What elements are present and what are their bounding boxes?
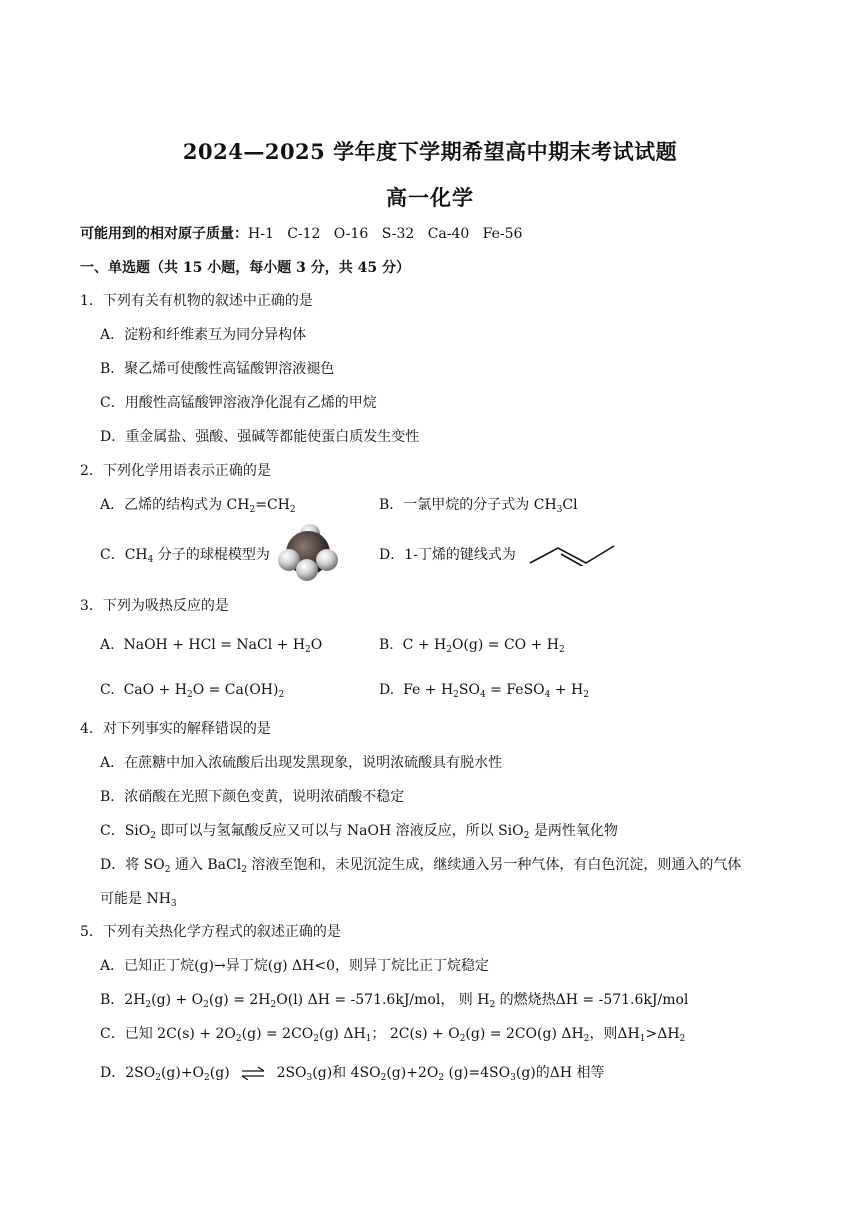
q5-d-t4: 2SO <box>276 1065 307 1081</box>
q5-d-t5: (g)和 4SO <box>312 1065 381 1081</box>
q2-stem: 2．下列化学用语表示正确的是 <box>80 463 271 479</box>
q5-d-s1: 2 <box>155 1073 161 1083</box>
q5-d-s4: 2 <box>380 1073 387 1083</box>
q3-d-eq: Fe + H <box>403 682 454 698</box>
q3-d-sub3: 4 <box>544 690 551 700</box>
q5-d-t1: D．2SO <box>100 1065 156 1081</box>
q5-c-t4: ； 2C(s) + O <box>371 1026 460 1042</box>
methane-ball-stick-model-image <box>276 522 340 584</box>
q5-c-s7: 2 <box>679 1034 686 1044</box>
q3-b-sub2: 2 <box>558 645 565 655</box>
q2-c-text: C．CH <box>100 547 148 563</box>
q1-option-b: B．聚乙烯可使酸性高锰酸钾溶液褪色 <box>100 361 335 377</box>
1-butene-skeletal-formula <box>528 542 618 566</box>
q1-option-d: D．重金属盐、强酸、强碱等都能使蛋白质发生变性 <box>100 429 420 445</box>
q3-a-eq: NaOH + HCl = NaCl + H <box>123 637 306 653</box>
q5-c-t1: C．已知 2C(s) + 2O <box>100 1026 236 1042</box>
q3-a-eq2: O <box>310 637 323 653</box>
q3-b-label: B. <box>379 637 394 653</box>
q5-option-c <box>100 1024 685 1044</box>
q5-d-t2: (g)+O <box>160 1065 205 1081</box>
q3-b-eq: C + H <box>402 637 447 653</box>
q2-a-sub2: 2 <box>289 505 296 515</box>
q3-d-eq3: = FeSO <box>485 682 545 698</box>
q5-b-s2: 2 <box>203 1000 209 1010</box>
q3-d-sub4: 2 <box>583 690 589 700</box>
q4-d-text1: D．将 SO <box>100 857 165 873</box>
q5-d-s2: 2 <box>204 1073 210 1083</box>
q2-b-text2: Cl <box>562 497 578 513</box>
q3-c-sub: 2 <box>186 690 193 700</box>
q4-c-sub2: 2 <box>523 831 530 841</box>
q3-b-eq2: O(g) = CO + H <box>451 637 559 653</box>
q5-c-t3: (g) ΔH <box>319 1026 366 1042</box>
q3-option-a <box>100 635 322 655</box>
q5-c-t7: >ΔH <box>645 1026 680 1042</box>
q1-option-a: A．淀粉和纤维素互为同分异构体 <box>100 327 307 343</box>
exam-title: 2024—2025 学年度下学期希望高中期末考试试题 <box>182 139 678 164</box>
q5-b-s1: 2 <box>145 1000 152 1010</box>
q3-d-label: D. <box>379 682 395 698</box>
q5-c-s3: 1 <box>365 1034 372 1044</box>
q5-c-s2: 2 <box>313 1034 319 1044</box>
q4-c-text2: 即可以与氢氟酸反应又可以与 NaOH 溶液反应，所以 SiO <box>156 823 524 839</box>
q4-d-sub2: 2 <box>241 865 247 875</box>
q4-option-b: B．浓硝酸在光照下颜色变黄，说明浓硝酸不稳定 <box>100 789 405 805</box>
q2-b-text: B．一氯甲烷的分子式为 CH <box>379 497 557 513</box>
q4-c-text1: C．SiO <box>100 823 151 839</box>
q5-b-t2: (g) + O <box>151 992 204 1008</box>
q5-d-t6: (g)+2O <box>386 1065 439 1081</box>
q1-stem: 1．下列有关有机物的叙述中正确的是 <box>80 293 313 309</box>
atomic-masses-values: H-1 C-12 O-16 S-32 Ca-40 Fe-56 <box>248 226 523 242</box>
q5-c-s5: 2 <box>583 1034 590 1044</box>
q5-d-s6: 3 <box>510 1073 516 1083</box>
q2-a-text: A．乙烯的结构式为 CH <box>100 497 250 513</box>
q3-c-eq2: O = Ca(OH) <box>192 682 279 698</box>
q4-stem: 4．对下列事实的解释错误的是 <box>80 721 271 737</box>
q2-option-c <box>100 545 270 565</box>
q4-option-d <box>100 855 741 875</box>
q5-d-s3: 3 <box>306 1073 313 1083</box>
q4-c-sub1: 2 <box>150 831 156 841</box>
q5-option-a: A．已知正丁烷(g)→异丁烷(g) ΔH<0，则异丁烷比正丁烷稳定 <box>100 958 490 974</box>
q5-b-t3: (g) = 2H <box>208 992 271 1008</box>
equilibrium-arrow-icon <box>240 1066 266 1080</box>
q2-option-b <box>379 495 578 515</box>
q2-a-sub: 2 <box>249 505 256 515</box>
q3-stem: 3．下列为吸热反应的是 <box>80 598 229 614</box>
q2-c-sub: 4 <box>147 555 154 565</box>
q2-option-d: D．1-丁烯的键线式为 <box>379 547 516 563</box>
q3-a-sub: 2 <box>305 645 311 655</box>
q5-b-s4: 2 <box>489 1000 496 1010</box>
q3-d-sub: 2 <box>453 690 459 700</box>
q5-d-t8: (g)的ΔH 相等 <box>515 1065 605 1081</box>
q4-d-sub3: 3 <box>170 899 177 909</box>
q5-c-s6: 1 <box>639 1034 646 1044</box>
q3-d-eq2: SO <box>458 682 480 698</box>
q3-option-d <box>379 680 589 700</box>
q3-b-sub: 2 <box>446 645 452 655</box>
q4-d-text2: 通入 BaCl <box>170 857 242 873</box>
q3-a-label: A. <box>100 637 115 653</box>
q3-option-c <box>100 680 284 700</box>
q5-option-d <box>100 1063 605 1083</box>
q3-d-sub2: 4 <box>479 690 486 700</box>
q5-b-t1: B．2H <box>100 992 146 1008</box>
q2-a-text2: =CH <box>255 497 290 513</box>
exam-subject: 高一化学 <box>386 185 474 210</box>
q5-c-s1: 2 <box>235 1034 242 1044</box>
q3-c-label: C. <box>100 682 115 698</box>
q3-c-eq: CaO + H <box>123 682 187 698</box>
q4-d-sub1: 2 <box>164 865 171 875</box>
q3-c-sub2: 2 <box>278 690 285 700</box>
q2-option-a <box>100 495 296 515</box>
q5-d-t3: (g) <box>209 1065 230 1081</box>
q2-c-text2: 分子的球棍模型为 <box>153 547 270 563</box>
q5-c-t5: (g) = 2CO(g) ΔH <box>465 1026 584 1042</box>
q5-c-t6: ，则ΔH <box>589 1026 640 1042</box>
q5-option-b <box>100 990 688 1010</box>
q5-c-s4: 2 <box>459 1034 466 1044</box>
q4-c-text3: 是两性氧化物 <box>529 823 618 839</box>
q4-option-c <box>100 821 618 841</box>
q5-b-t5: 的燃烧热ΔH = -571.6kJ/mol <box>495 992 689 1008</box>
q5-stem: 5．下列有关热化学方程式的叙述正确的是 <box>80 924 341 940</box>
atomic-masses <box>80 224 522 244</box>
q3-d-eq4: + H <box>550 682 584 698</box>
q4-option-a: A．在蔗糖中加入浓硫酸后出现发黑现象，说明浓硫酸具有脱水性 <box>100 755 503 771</box>
section-heading: 一、单选题（共 15 小题，每小题 3 分，共 45 分） <box>80 260 410 276</box>
q5-d-s5: 2 <box>438 1073 445 1083</box>
q5-b-t4: O(l) ΔH = -571.6kJ/mol， 则 H <box>276 992 490 1008</box>
q1-option-c: C．用酸性高锰酸钾溶液净化混有乙烯的甲烷 <box>100 395 377 411</box>
q4-option-d-cont <box>100 889 177 909</box>
q5-b-s3: 2 <box>270 1000 277 1010</box>
atomic-masses-label: 可能用到的相对原子质量： <box>80 226 248 242</box>
q2-b-sub: 3 <box>556 505 563 515</box>
q4-d-text3: 溶液至饱和，未见沉淀生成，继续通入另一种气体，有白色沉淀，则通入的气体 <box>246 857 742 873</box>
q3-option-b <box>379 635 565 655</box>
q4-d-text4: 可能是 NH <box>100 891 171 907</box>
q5-c-t2: (g) = 2CO <box>241 1026 314 1042</box>
q5-d-t7: (g)=4SO <box>444 1065 511 1081</box>
